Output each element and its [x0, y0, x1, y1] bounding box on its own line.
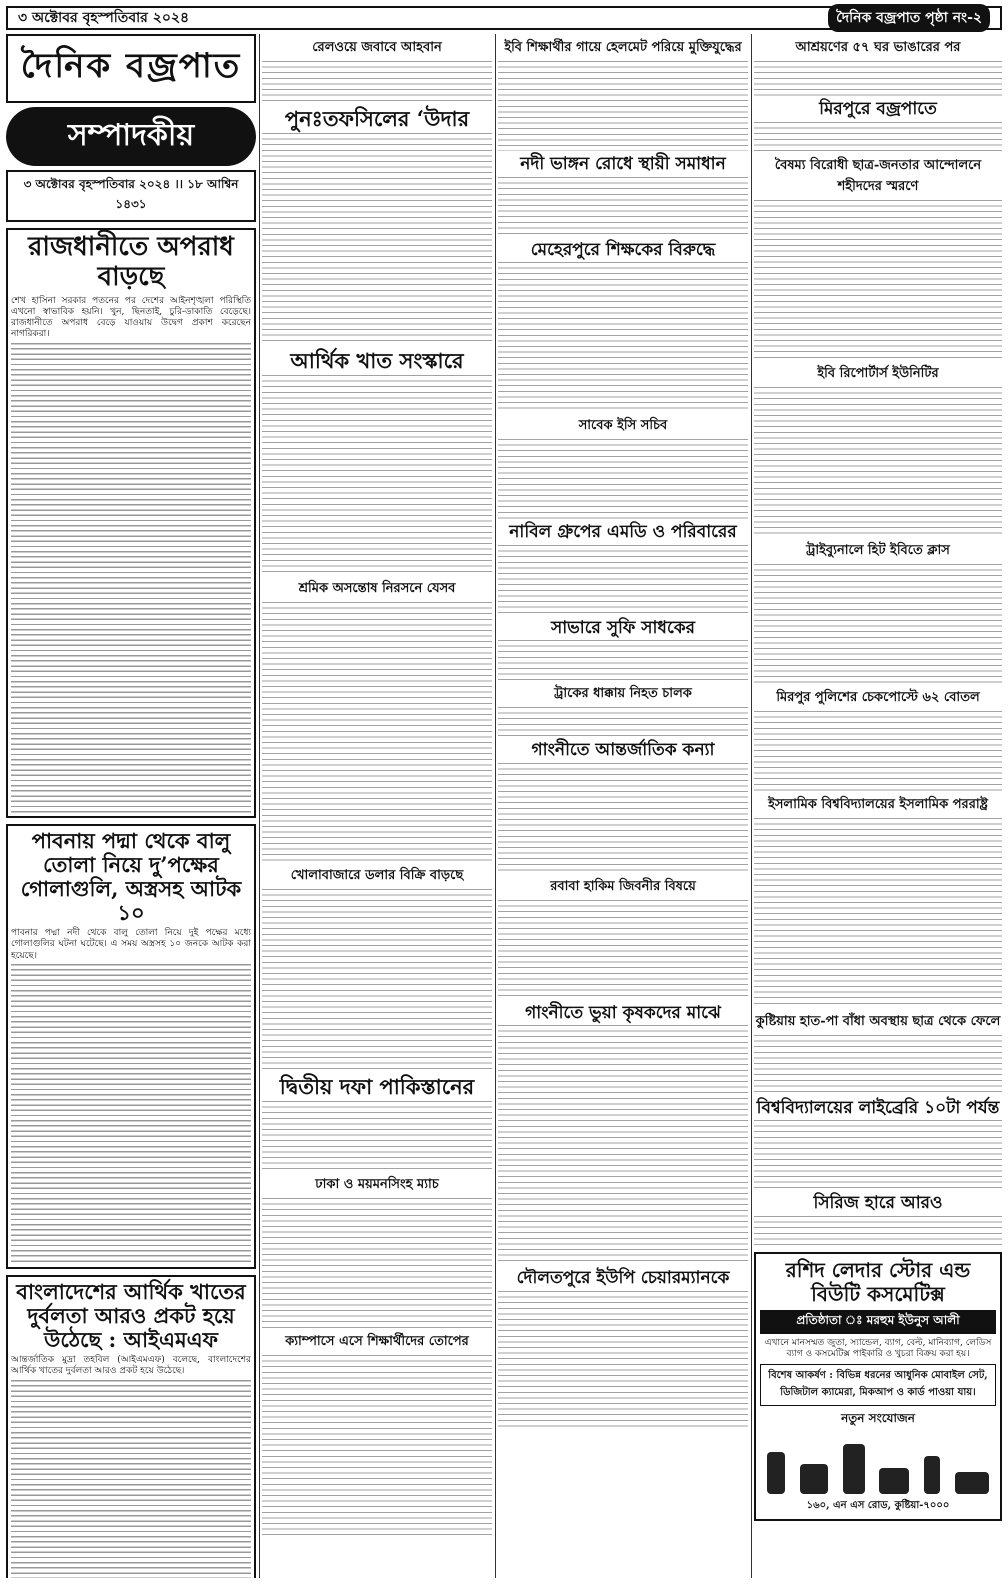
ad-details: এখানে মানসম্মত জুতা, স্যান্ডেল, ব্যাগ, বেল্ট, মানিব্যাগ, লেডিস ব্যাগ ও কসমেটিক্স পাইকারি ও খুচরা বিক্রয় করা হয়।: [764, 1337, 992, 1359]
column-3: [498, 34, 748, 1578]
story-headline[interactable]: বিশ্ববিদ্যালয়ের লাইব্রেরি ১০টা পর্যন্ত: [756, 1097, 1000, 1118]
story-body: [754, 818, 1002, 1008]
story-pabna-headline[interactable]: পাবনায় পদ্মা থেকে বালু তোলা নিয়ে দু’পক্ষের গোলাগুলি, অস্ত্রসহ আটক ১০: [20, 827, 242, 926]
story-body: [262, 889, 492, 1069]
story-imf: [6, 1275, 256, 1578]
phone-icon: [924, 1456, 940, 1494]
page-header-bar: [6, 6, 1002, 30]
story-body: [754, 122, 1002, 152]
column-1: [6, 34, 256, 1578]
story-headline[interactable]: মিরপুর পুলিশের চেকপোস্টে ৬২ বোতল: [776, 689, 980, 705]
story-headline[interactable]: কুষ্টিয়ায় হাত-পা বাঁধা অবস্থায় ছাত্র থেকে ফেলে: [755, 1013, 1001, 1029]
ad-founder: প্রতিষ্ঠাতা ঃ মরহুম ইউনুস আলী: [760, 1310, 996, 1334]
story-headline[interactable]: মিরপুরে বজ্রপাতে: [819, 99, 937, 119]
story-body: [754, 61, 1002, 96]
story-imf-body: [11, 1380, 251, 1578]
phone-icon: [843, 1444, 865, 1494]
column-4: [754, 34, 1002, 1578]
story-headline[interactable]: গাংনীতে ভুয়া কৃষকদের মাঝে: [525, 1002, 721, 1023]
story-body: [262, 1101, 492, 1171]
story-headline[interactable]: নদী ভাঙ্গন রোধে স্থায়ী সমাধান: [520, 154, 726, 174]
column-divider: [751, 34, 752, 1578]
story-imf-intro: আন্তর্জাতিক মুদ্রা তহবিল (আইএমএফ) বলেছে, বাংলাদেশের আর্থিক খাতের দুর্বলতা আরও প্রকট হয়ে উঠেছে।: [11, 1355, 251, 1377]
story-body: [754, 200, 1002, 360]
header-date: ৩ অক্টোবর বৃহস্পতিবার ২০২৪: [18, 10, 190, 26]
story-body: [754, 711, 1002, 791]
lead-story: [6, 228, 256, 818]
story-headline[interactable]: সাভারে সুফি সাধকের: [550, 617, 696, 638]
story-headline[interactable]: সিরিজ হারে আরও: [813, 1193, 943, 1214]
story-body: [754, 1035, 1002, 1095]
story-headline[interactable]: ক্যাম্পাসে এসে শিক্ষার্থীদের তোপের: [285, 1334, 469, 1350]
edition-date: ৩ অক্টোবর বৃহস্পতিবার ২০২৪ ।। ১৮ আশ্বিন ১৪৩১: [6, 170, 256, 222]
story-body: [498, 1025, 748, 1265]
story-body: [754, 1120, 1002, 1190]
newspaper-name: দৈনিক বজ্রপাত: [20, 46, 242, 86]
lead-intro: শেখ হাসিনা সরকার পতনের পর দেশের আইনশৃঙ্খলা পরিস্থিতি এখনো স্বাভাবিক হয়নি। খুন, ছিনতাই, চুরি-ডাকাতি বেড়েছে। রাজধানীতে অপরাধ বেড়ে যাওয়ায় উদ্বেগ প্রকাশ করেছেন নাগরিকরা।: [11, 295, 251, 340]
story-body: [498, 900, 748, 1000]
story-headline[interactable]: বৈষম্য বিরোধী ছাত্র-জনতার আন্দোলনে শহীদদের স্মরণে: [774, 157, 982, 194]
ad-product-images: [760, 1434, 996, 1494]
column-divider: [495, 34, 496, 1578]
story-headline[interactable]: খোলাবাজারে ডলার বিক্রি বাড়ছে: [290, 868, 464, 884]
story-body: [262, 61, 492, 101]
story-headline[interactable]: নাবিল গ্রুপের এমডি ও পরিবারের: [509, 522, 737, 543]
story-pabna-intro: পাবনার পদ্মা নদী থেকে বালু তোলা নিয়ে দুই পক্ষের মধ্যে গোলাগুলির ঘটনা ঘটেছে। এ সময় অস্ত্রসহ ১০ জনকে আটক করা হয়েছে।: [11, 928, 251, 961]
camera-icon: [955, 1472, 989, 1494]
lead-headline[interactable]: রাজধানীতে অপরাধ বাড়ছে: [28, 232, 234, 292]
story-body: [262, 133, 492, 343]
story-headline[interactable]: ইসলামিক বিশ্ববিদ্যালয়ের ইসলামিক পররাষ্ট্র: [768, 796, 988, 812]
story-pabna: [6, 824, 256, 1269]
camera-icon: [879, 1468, 909, 1494]
ad-address: ১৬০, এন এস রোড, কুষ্টিয়া-৭০০০: [806, 1499, 950, 1511]
story-body: [498, 439, 748, 519]
story-imf-headline[interactable]: বাংলাদেশের আর্থিক খাতের দুর্বলতা আরও প্রকট হয়ে উঠেছে : আইএমএফ: [16, 1278, 246, 1353]
story-headline[interactable]: মেহেরপুরে শিক্ষকের বিরুদ্ধে: [530, 239, 716, 260]
story-headline[interactable]: দৌলতপুরে ইউপি চেয়ারম্যানকে: [516, 1268, 730, 1289]
story-headline[interactable]: রবাবা হাকিম জিবনীর বিষয়ে: [550, 878, 696, 894]
story-body: [498, 707, 748, 737]
story-body: [754, 564, 1002, 684]
story-body: [498, 1291, 748, 1431]
ad-title: রশিদ লেদার স্টোর এন্ড বিউটি কসমেটিক্স: [785, 1257, 971, 1306]
story-headline[interactable]: ইবি শিক্ষার্থীর গায়ে হেলমেট পরিয়ে মুক্তিযুদ্ধের: [504, 40, 742, 55]
section-title: সম্পাদকীয়: [6, 107, 256, 166]
story-headline[interactable]: ঢাকা ও ময়মনসিংহ ম্যাচ: [315, 1177, 439, 1193]
lead-body-text: [11, 343, 251, 813]
story-body: [498, 545, 748, 615]
story-body: [754, 387, 1002, 537]
story-body: [262, 1198, 492, 1328]
header-page-number: দৈনিক বজ্রপাত পৃষ্ঠা নং-২: [828, 4, 990, 32]
story-body: [498, 640, 748, 680]
story-headline[interactable]: সাবেক ইসি সচিব: [578, 418, 668, 434]
column-2: [262, 34, 492, 1578]
story-headline[interactable]: পুনঃতফসিলের ‘উদার: [284, 106, 470, 131]
advertisement: [754, 1252, 1002, 1521]
camera-icon: [800, 1464, 828, 1494]
column-divider: [259, 34, 260, 1578]
story-body: [498, 763, 748, 873]
story-headline[interactable]: ট্রাকের ধাক্কায় নিহত চালক: [554, 686, 692, 702]
story-headline[interactable]: ট্রাইব্যুনালে হিট ইবিতে ক্লাস: [806, 542, 950, 558]
story-headline[interactable]: শ্রমিক অসন্তোষ নিরসনে যেসব: [298, 581, 456, 597]
story-body: [262, 375, 492, 575]
story-headline[interactable]: আর্থিক খাত সংস্কারে: [290, 348, 464, 374]
story-body: [498, 262, 748, 412]
story-body: [498, 61, 748, 151]
masthead: [6, 34, 256, 103]
story-headline[interactable]: আশ্রয়ণের ৫৭ ঘর ভাঙারের পর: [795, 40, 961, 55]
newspaper-page: [6, 34, 1002, 1578]
story-body: [754, 1216, 1002, 1246]
story-pabna-body: [11, 964, 251, 1264]
story-headline[interactable]: গাংনীতে আন্তর্জাতিক কন্যা: [531, 740, 715, 761]
phone-icon: [767, 1452, 785, 1494]
story-body: [262, 602, 492, 862]
story-headline[interactable]: ইবি রিপোর্টার্স ইউনিটির: [817, 365, 939, 381]
story-headline[interactable]: রেলওয়ে জবাবে আহবান: [312, 40, 442, 55]
ad-special-offer: বিশেষ আকর্ষণ : বিভিন্ন ধরনের আধুনিক মোবাইল সেট, ডিজিটাল ক্যামেরা, মিকআপ ও কার্ড পাওয়া যায়।: [760, 1364, 996, 1406]
story-headline[interactable]: দ্বিতীয় দফা পাকিস্তানের: [279, 1074, 475, 1100]
story-body: [498, 177, 748, 237]
story-body: [262, 1355, 492, 1535]
ad-new-items: নতুন সংযোজন: [841, 1410, 915, 1425]
